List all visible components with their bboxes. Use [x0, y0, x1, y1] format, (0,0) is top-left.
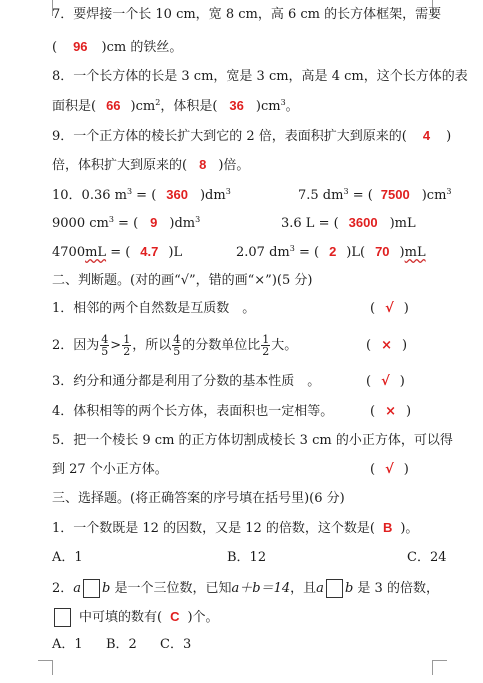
judgment-answer: ( √ )	[370, 462, 409, 477]
option-b: B．12	[227, 550, 267, 565]
answer-text: 66	[106, 98, 121, 113]
answer-text: 9	[150, 215, 158, 230]
option-a: A．1	[52, 550, 83, 565]
option-c: C．24	[407, 550, 447, 565]
judgment-item-continued: 到 27 个小正方体。	[52, 462, 168, 477]
page-corner-mark	[38, 660, 53, 675]
question-7-line-2: ( 96 )cm 的铁丝。	[52, 39, 183, 55]
option-c: C．3	[160, 637, 192, 652]
answer-text: 96	[73, 39, 88, 54]
section-3-heading: 三、选择题。(将正确答案的序号填在括号里)(6 分)	[52, 491, 345, 506]
check-mark: √	[385, 301, 394, 316]
fraction: $\frac{1}{2}$	[262, 333, 270, 358]
judgment-answer: ( × )	[370, 404, 412, 419]
fraction: $\frac{4}{5}$	[173, 333, 181, 358]
section-2-heading: 二、判断题。(对的画“√”，错的画“×”)(5 分)	[52, 273, 313, 288]
answer-text: 360	[166, 187, 188, 202]
conversion-item: 4700mL = ( 4.7 )L	[52, 244, 183, 260]
question-8-line-2: 面积是( 66 )$cm^2$，体积是( 36 )$cm^3$。	[52, 98, 299, 114]
answer-text: B	[382, 520, 393, 535]
answer-text: C	[170, 609, 180, 624]
page-corner-mark	[432, 660, 447, 675]
check-mark: √	[385, 462, 394, 477]
question-8-line-1: 8．一个长方体的长是 3 cm，宽是 3 cm，高是 4 cm，这个长方体的表	[52, 69, 468, 84]
answer-text: 7500	[380, 187, 410, 202]
answer-text: 4.7	[140, 244, 159, 259]
answer-text: 36	[229, 98, 244, 113]
blank-box	[54, 608, 71, 627]
judgment-item: 2．因为 $\frac{4}{5}$ > $\frac{1}{2}$ ，所以 $\frac{4}{5}$ 的分数单位比 $\frac{1}{2}$ 大。	[52, 333, 298, 358]
question-9-line-2: 倍，体积扩大到原来的( 8 )倍。	[52, 157, 250, 173]
cross-mark: ×	[385, 404, 396, 419]
choice-question-2: 2．a b 是一个三位数，已知a＋b＝14，且a b 是 3 的倍数，	[52, 581, 439, 596]
conversion-item: 9000 $cm^3$ = ( 9 )$dm^3$	[52, 215, 201, 231]
blank-box	[83, 579, 100, 598]
judgment-item: 4．体积相等的两个长方体，表面积也一定相等。	[52, 404, 334, 419]
choice-question-2-line-2: 中可填的数有( C )个。	[52, 606, 219, 629]
choice-question-1: 1．一个数既是 12 的因数，又是 12 的倍数，这个数是( B )。	[52, 520, 419, 536]
option-a: A．1	[52, 637, 83, 652]
conversion-item: 10．0.36 $m^3$ = ( 360 )$dm^3$	[52, 187, 231, 203]
fraction: $\frac{4}{5}$	[101, 333, 109, 358]
judgment-item: 1．相邻的两个自然数是互质数 。	[52, 301, 256, 316]
cross-mark: ×	[381, 338, 392, 353]
conversion-item: 3.6 L = ( 3600 )mL	[281, 215, 416, 231]
fraction: $\frac{1}{2}$	[123, 333, 131, 358]
question-9-line-1: 9．一个正方体的棱长扩大到它的 2 倍，表面积扩大到原来的( 4 )	[52, 128, 452, 144]
conversion-item: 7.5 $dm^3$ = ( 7500 )$cm^3$	[298, 187, 452, 203]
answer-text: 3600	[348, 215, 378, 230]
conversion-item: 2.07 $dm^3$ = ( 2 )L( 70 )mL	[236, 244, 426, 260]
judgment-answer: ( × )	[366, 338, 408, 353]
answer-text: 4	[422, 128, 431, 143]
judgment-answer: ( √ )	[366, 374, 405, 389]
option-b: B．2	[106, 637, 137, 652]
check-mark: √	[381, 374, 390, 389]
judgment-answer: ( √ )	[370, 301, 409, 316]
answer-text: 8	[199, 157, 207, 172]
judgment-item: 3．约分和通分都是利用了分数的基本性质 。	[52, 374, 321, 389]
question-7-line-1: 7．要焊接一个长 10 cm，宽 8 cm，高 6 cm 的长方体框架，需要	[52, 7, 442, 22]
answer-text: 70	[375, 244, 390, 259]
judgment-item: 5．把一个棱长 9 cm 的正方体切割成棱长 3 cm 的小正方体，可以得	[52, 433, 453, 448]
answer-text: 2	[329, 244, 337, 259]
blank-box	[326, 579, 343, 598]
